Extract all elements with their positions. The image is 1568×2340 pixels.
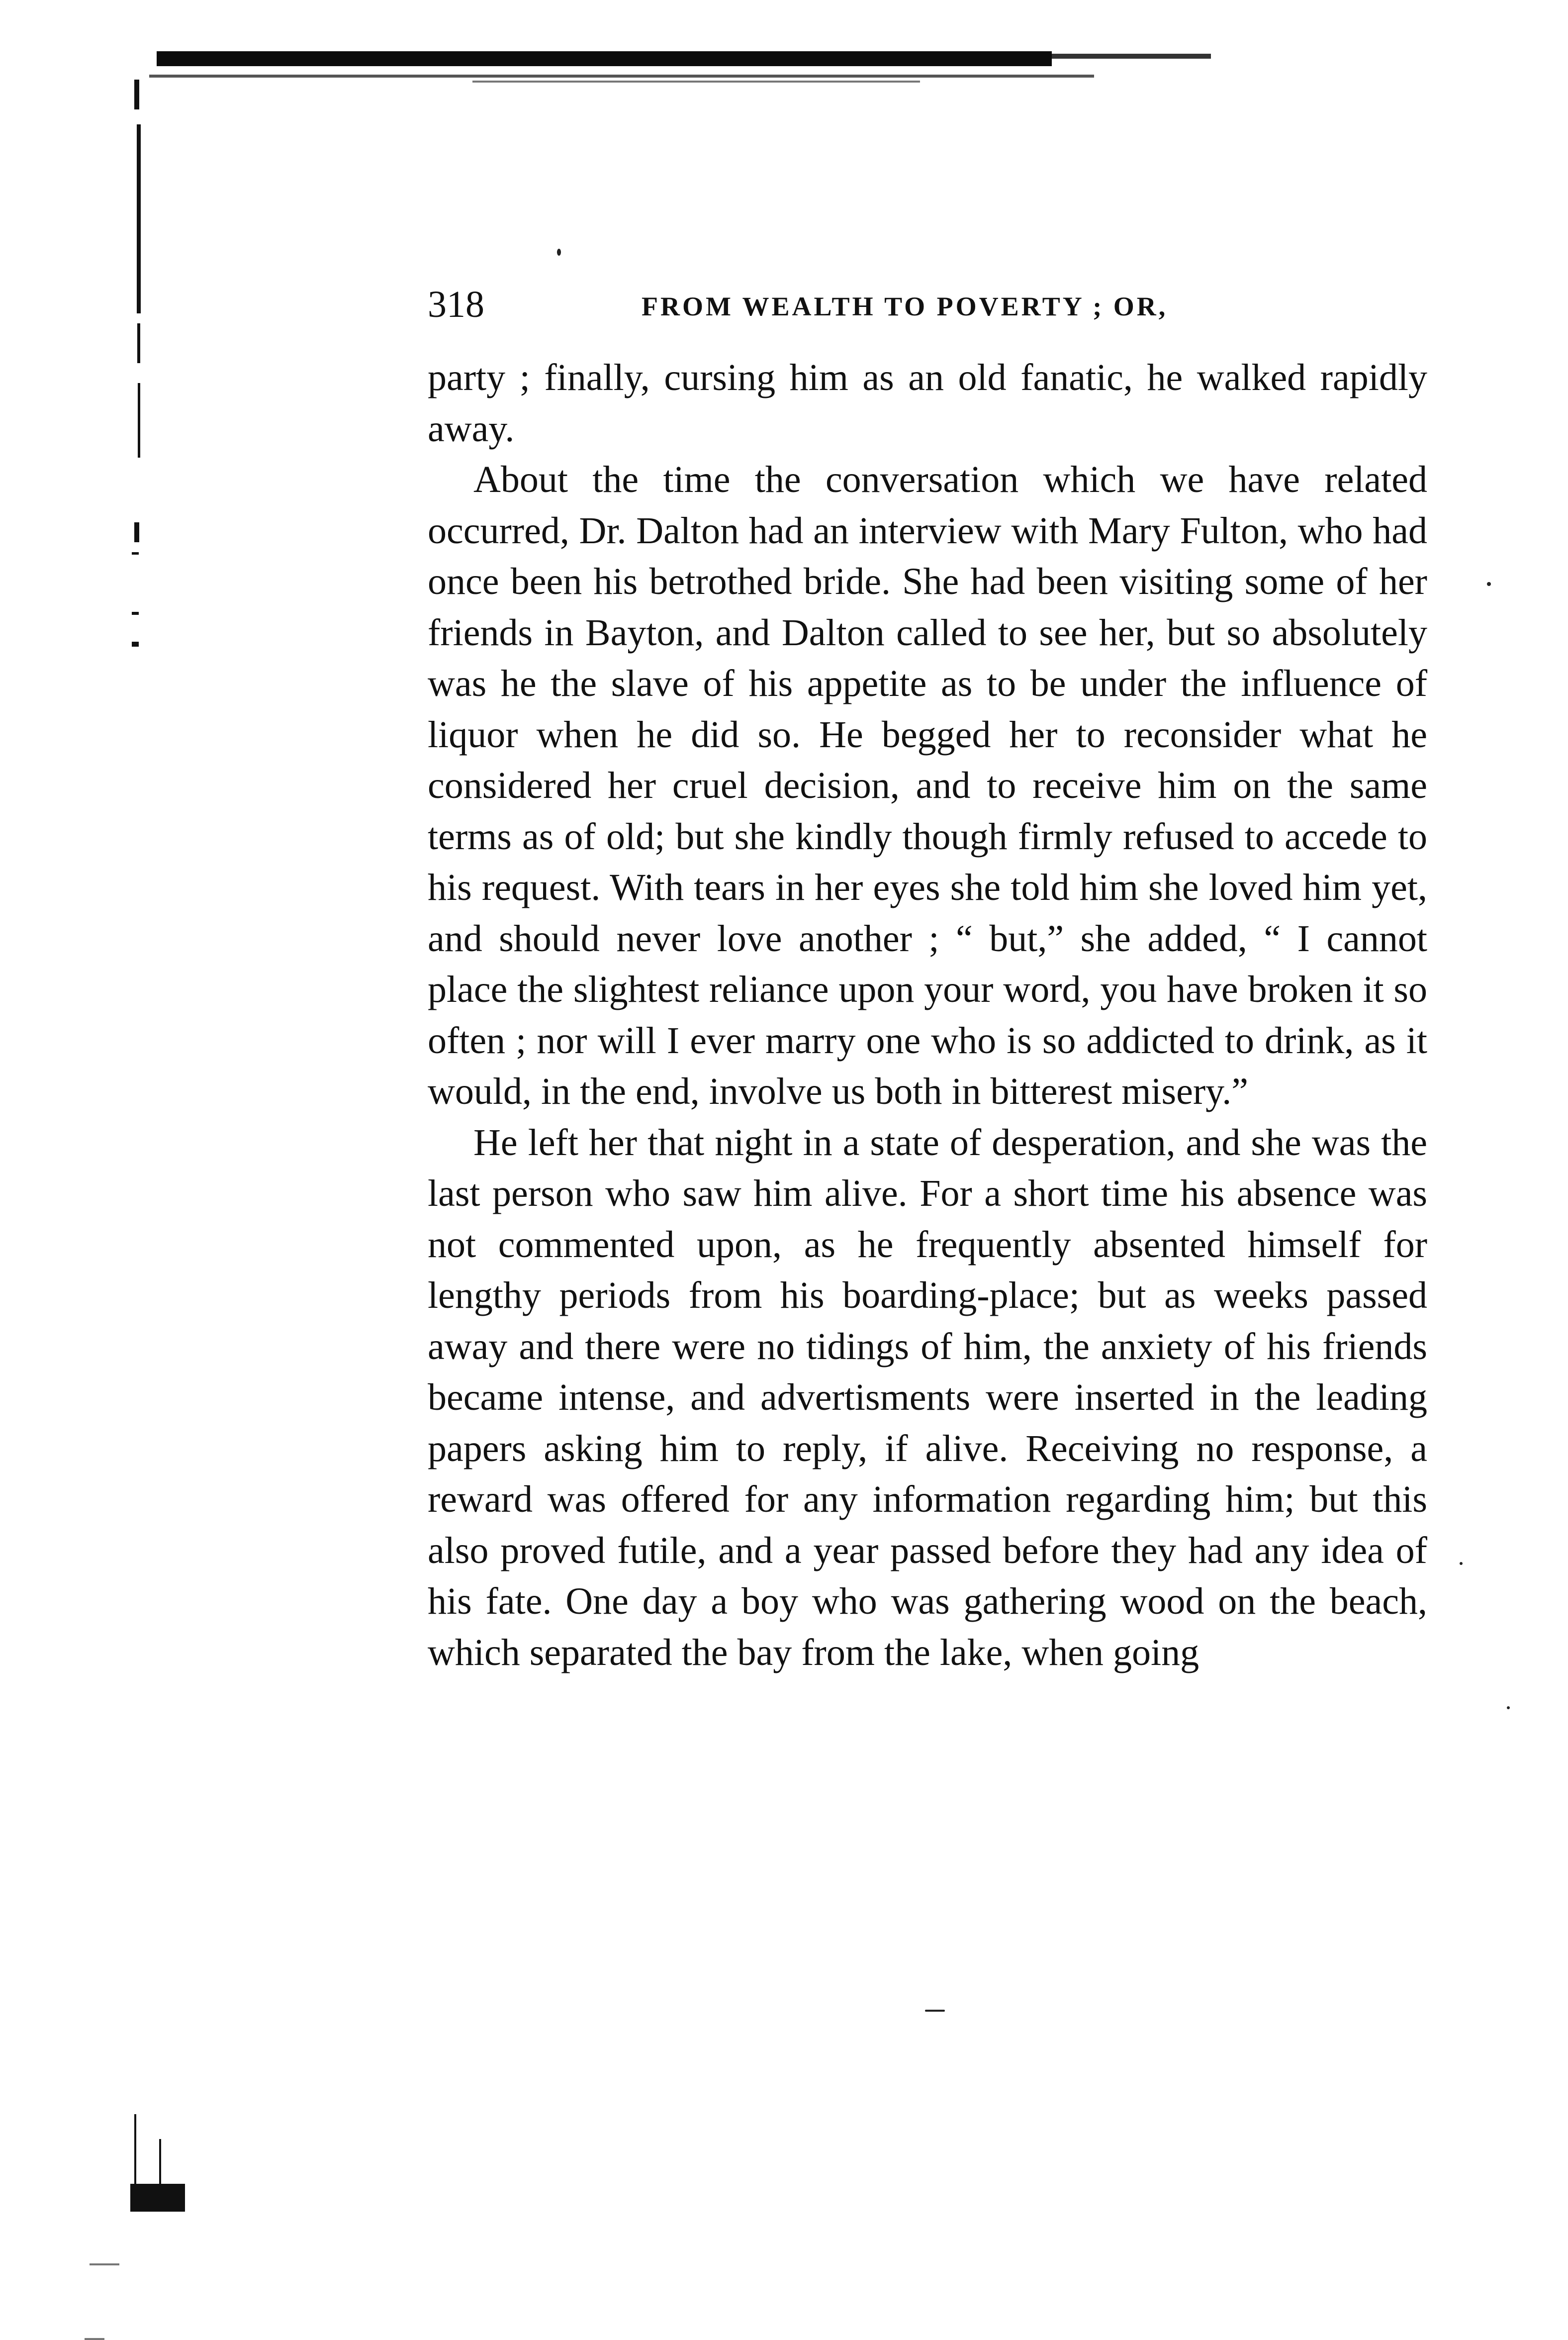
paragraph: party ; finally, cursing him as an old fanatic, he walked rapidly away. [428, 357, 1427, 450]
paragraph: He left her that night in a state of desperation, and she was the last person who saw him alive. For a short time his absence was not commented upon, as he frequently absented himself for lengthy periods from his boarding-place; but as weeks passed away and there were no tidings of him, the anxiety of his friends became intense, and advertisments were inserted in the leading papers asking him to reply, if alive. Receiving no response, a reward was offered for any information regarding him; but this also proved futile, and a year passed before they had any idea of his fate. One day a boy who was gathering wood on the beach, which separated the bay from the lake, when going [428, 1121, 1427, 1673]
speck [1487, 582, 1491, 586]
speck [925, 2010, 945, 2012]
speck [1460, 1562, 1463, 1565]
running-title: FROM WEALTH TO POVERTY ; OR, [642, 292, 1168, 321]
gutter-mark [85, 2338, 104, 2340]
gutter-mark [90, 2263, 119, 2265]
page-number: 318 [428, 284, 484, 325]
speck [1507, 1706, 1510, 1709]
speck [557, 249, 561, 256]
paragraph: About the time the conversation which we have related occurred, Dr. Dalton had an interview with Mary Fulton, who had once been his betrothed bride. She had been visiting some of her friends in Bayton, and Dalton called to see her, but so absolutely was he the slave of his appetite as to be under the influence of liquor when he did so. He begged her to reconsider what he considered her cruel decision, and to receive him on the same terms as of old; but she kindly though firmly refused to accede to his request. With tears in her eyes she told him she loved him yet, and should never love another ; “ but,” she added, “ I cannot place the slightest reliance upon your word, you have broken it so often ; nor will I ever marry one who is so addicted to drink, as it would, in the end, involve us both in bitterest misery.” [428, 459, 1427, 1112]
